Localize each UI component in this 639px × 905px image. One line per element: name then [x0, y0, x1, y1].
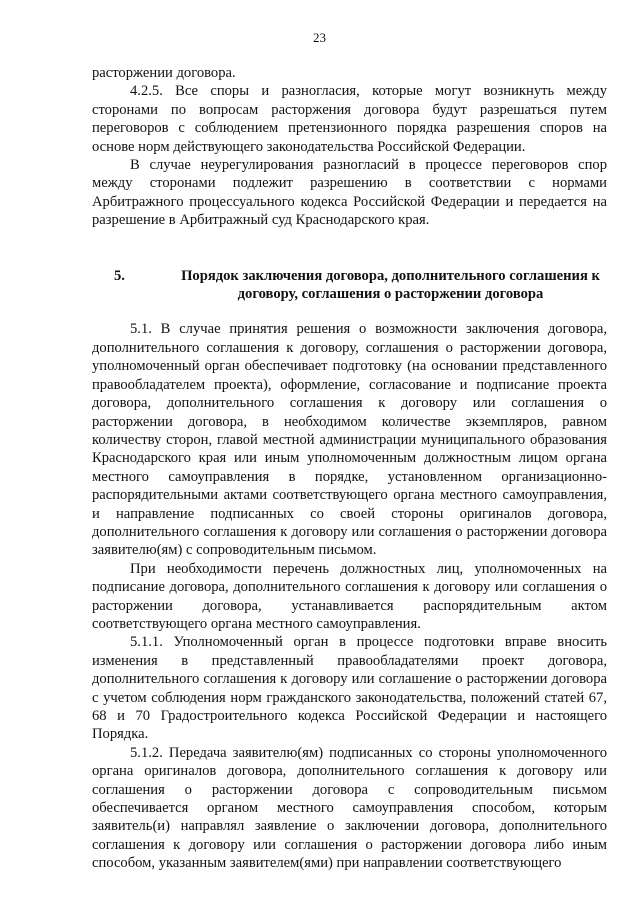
document-body: [92, 64, 607, 873]
paragraph-dispute-resolution: В случае неурегулирования разногласий в процессе переговоров спор между сторонами подлежит разрешению в соответствии с нормами Арбитражного процессуального кодекса Российской Федерации и передается на разрешение в Арбитражный суд Краснодарского края.: [92, 157, 607, 229]
paragraph-5-1: 5.1. В случае принятия решения о возможности заключения договора, дополнительного соглашения к договору, соглашения о расторжении договора, уполномоченный орган обеспечивает подготовку (на основании представленного правообладателем проекта), оформление, согласование и подписание проекта договора, дополнительного соглашения к договору или соглашения о расторжении договора, в необходимом количестве экземпляров, равном количеству сторон, главой местной администрации муниципального образования Краснодарского края или иным уполномоченным должностным лицом органа местного самоуправления в порядке, установленном организационно-распорядительными актами соответствующего органа местного самоуправления, и направление подписанных со своей стороны оригиналов договора, дополнительного соглашения к договору или соглашения о расторжении договора заявителю(ям) с сопроводительным письмом.: [92, 321, 607, 559]
section-title: Порядок заключения договора, дополнительного соглашения к договору, соглашения о расторжении договора: [181, 267, 600, 303]
paragraph-5-1-1: 5.1.1. Уполномоченный орган в процессе подготовки вправе вносить изменения в представленный правообладателями проект договора, дополнительного соглашения к договору или соглашение о расторжении договора с учетом соблюдения норм гражданского законодательства, положений статей 67, 68 и 70 Градостроительного кодекса Российской Федерации и настоящего Порядка.: [92, 634, 607, 743]
paragraph-4-2-5: 4.2.5. Все споры и разногласия, которые могут возникнуть между сторонами по вопросам расторжения договора будут разрешаться путем переговоров с соблюдением претензионного порядка разрешения споров на основе норм действующего законодательства Российской Федерации.: [92, 83, 607, 155]
section-heading: [92, 267, 607, 304]
paragraph-continuation: расторжении договора.: [92, 65, 236, 81]
paragraph-signatories: При необходимости перечень должностных лиц, уполномоченных на подписание договора, дополнительного соглашения к договору или соглашения о расторжении договора, устанавливается распорядительным актом соответствующего органа местного самоуправления.: [92, 560, 607, 632]
section-number: 5.: [114, 267, 125, 284]
page-number: 23: [313, 30, 326, 45]
paragraph-5-1-2: 5.1.2. Передача заявителю(ям) подписанных со стороны уполномоченного органа оригиналов договора, дополнительного соглашения к договору или соглашения о расторжении договора с сопроводительным письмом обеспечивается органом местного самоуправления способом, которым заявитель(и) направлял заявление о заключении договора, дополнительного соглашения к договору или соглашения о расторжении договора либо иным способом, указанным заявителем(ями) при направлении соответствующего: [92, 744, 607, 872]
